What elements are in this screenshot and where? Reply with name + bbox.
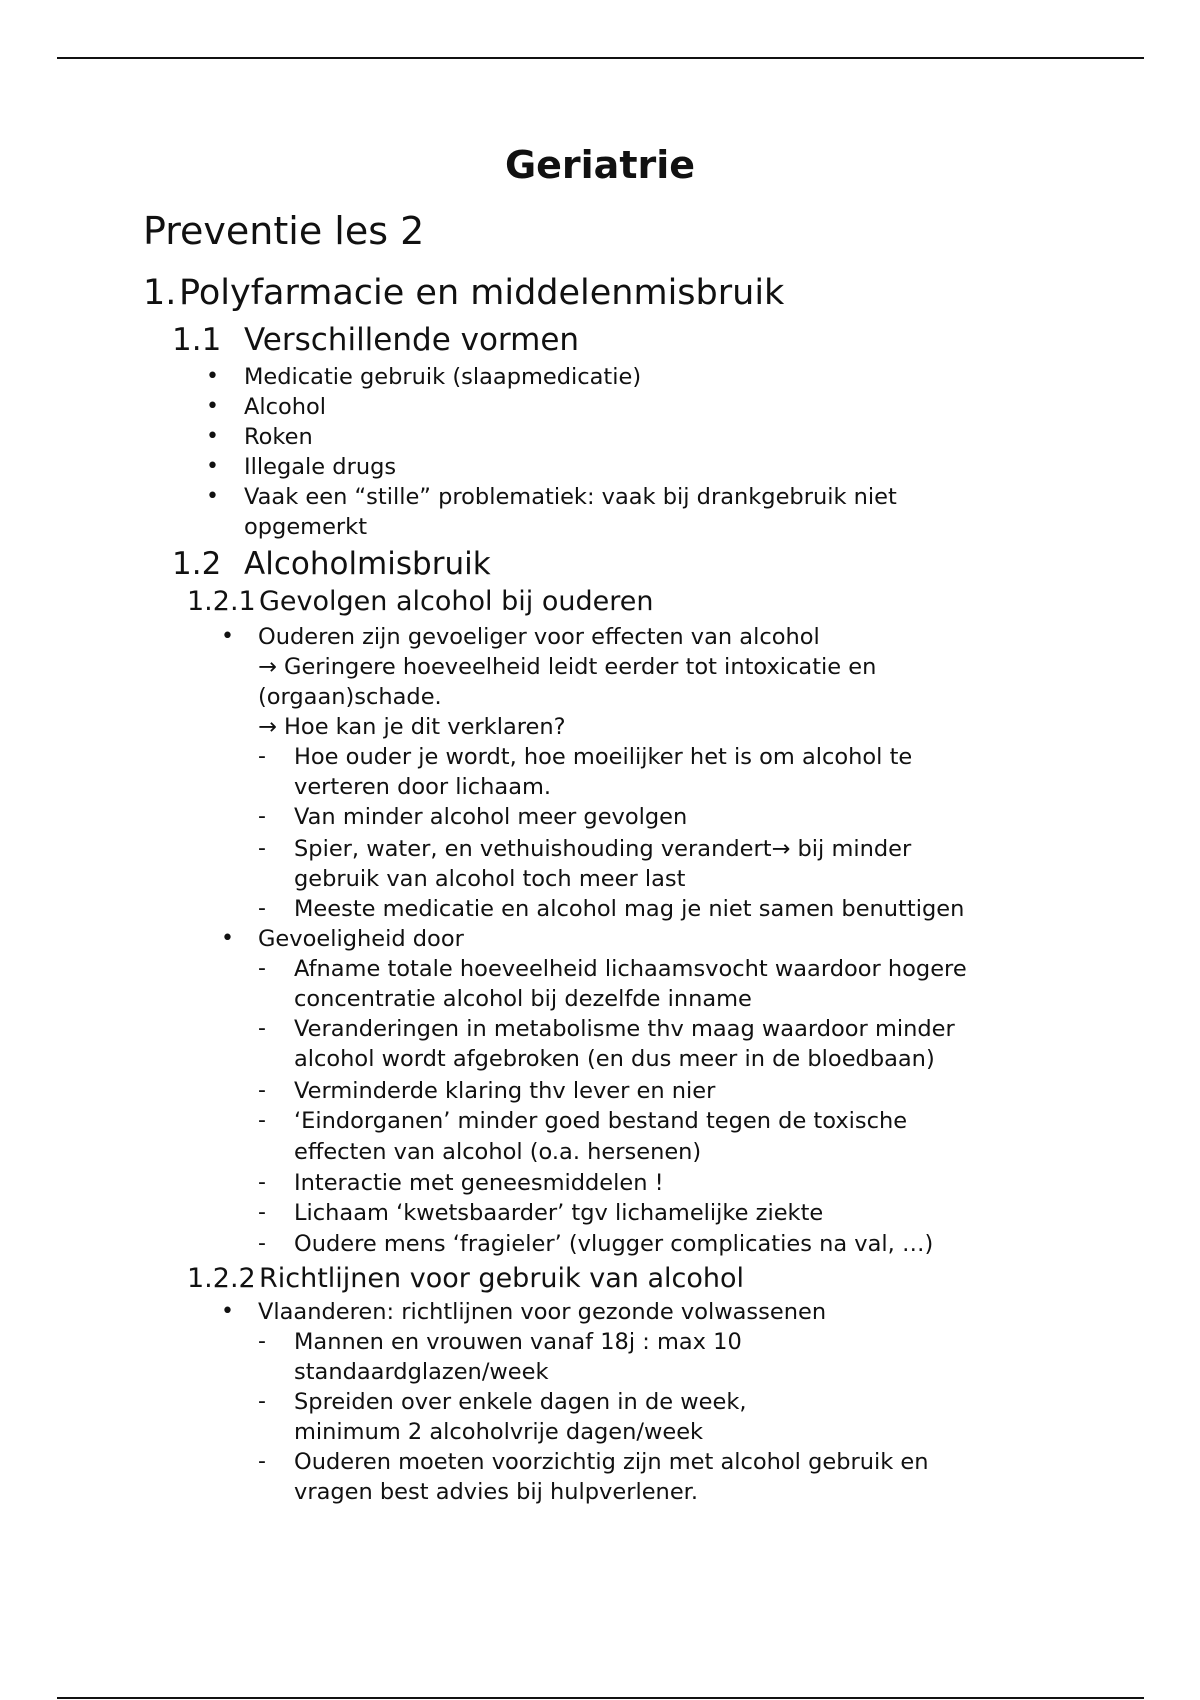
bullet-marker: • [206,364,219,389]
list-item: Alcohol [244,394,327,420]
dash-marker: - [258,804,266,829]
heading-number: 1.2 [172,546,222,582]
sub-item: ‘Eindorganen’ minder goed bestand tegen de toxische [294,1108,908,1134]
list-item-continuation: opgemerkt [244,514,368,540]
sub-item: Spreiden over enkele dagen in de week, [294,1389,747,1415]
dash-marker: - [258,1108,266,1133]
list-item: Gevoeligheid door [258,926,464,952]
sub-item-continuation: verteren door lichaam. [294,774,552,800]
sub-item: Interactie met geneesmiddelen ! [294,1170,664,1196]
sub-item: Afname totale hoeveelheid lichaamsvocht waardoor hogere [294,956,967,982]
heading-section-1-1 [172,321,579,359]
dash-marker: - [258,1329,266,1354]
heading-section-1-2-2 [187,1262,744,1296]
sub-item: Verminderde klaring thv lever en nier [294,1078,716,1104]
dash-marker: - [258,1078,266,1103]
bullet-marker: • [221,624,234,649]
header-rule [57,57,1144,59]
heading-section-1 [143,272,784,314]
heading-text: Gevolgen alcohol bij ouderen [259,586,654,617]
dash-marker: - [258,896,266,921]
sub-item-continuation: effecten van alcohol (o.a. hersenen) [294,1139,702,1165]
bullet-marker: • [206,424,219,449]
bullet-marker: • [206,484,219,509]
list-item-continuation: → Hoe kan je dit verklaren? [258,714,566,740]
heading-number: 1.1 [172,322,222,358]
dash-marker: - [258,744,266,769]
dash-marker: - [258,1231,266,1256]
list-item-continuation: → Geringere hoeveelheid leidt eerder tot intoxicatie en [258,654,877,680]
bullet-marker: • [206,394,219,419]
list-item: Vlaanderen: richtlijnen voor gezonde volwassenen [258,1299,827,1325]
heading-text: Polyfarmacie en middelenmisbruik [179,273,785,313]
heading-section-1-2 [172,545,491,583]
dash-marker: - [258,1170,266,1195]
sub-item-continuation: concentratie alcohol bij dezelfde inname [294,986,752,1012]
list-item: Medicatie gebruik (slaapmedicatie) [244,364,642,390]
dash-marker: - [258,1016,266,1041]
sub-item: Hoe ouder je wordt, hoe moeilijker het is om alcohol te [294,744,913,770]
sub-item: Ouderen moeten voorzichtig zijn met alcohol gebruik en [294,1449,929,1475]
dash-marker: - [258,836,266,861]
bullet-marker: • [221,1299,234,1324]
dash-marker: - [258,1200,266,1225]
heading-section-1-2-1 [187,585,653,619]
sub-item-continuation: standaardglazen/week [294,1359,549,1385]
heading-text: Alcoholmisbruik [244,546,491,582]
sub-item: Spier, water, en vethuishouding verandert→ bij minder [294,836,912,862]
document-subtitle: Preventie les 2 [143,209,425,253]
sub-item-continuation: alcohol wordt afgebroken (en dus meer in de bloedbaan) [294,1046,935,1072]
list-item: Vaak een “stille” problematiek: vaak bij drankgebruik niet [244,484,897,510]
heading-number: 1.2.2 [187,1263,256,1294]
bullet-marker: • [206,454,219,479]
list-item: Illegale drugs [244,454,397,480]
list-item: Roken [244,424,313,450]
sub-item: Mannen en vrouwen vanaf 18j : max 10 [294,1329,742,1355]
sub-item: Meeste medicatie en alcohol mag je niet samen benuttigen [294,896,965,922]
dash-marker: - [258,956,266,981]
sub-item: Oudere mens ‘fragieler’ (vlugger complicaties na val, …) [294,1231,934,1257]
heading-text: Richtlijnen voor gebruik van alcohol [259,1263,745,1294]
list-item-continuation: (orgaan)schade. [258,684,442,710]
heading-number: 1. [143,273,177,313]
sub-item: Veranderingen in metabolisme thv maag waardoor minder [294,1016,955,1042]
sub-item: Van minder alcohol meer gevolgen [294,804,688,830]
footer-rule [57,1697,1144,1699]
list-item: Ouderen zijn gevoeliger voor effecten van alcohol [258,624,820,650]
sub-item: Lichaam ‘kwetsbaarder’ tgv lichamelijke ziekte [294,1200,824,1226]
document-title: Geriatrie [504,143,696,187]
sub-item-continuation: vragen best advies bij hulpverlener. [294,1479,699,1505]
heading-number: 1.2.1 [187,586,256,617]
bullet-marker: • [221,926,234,951]
heading-text: Verschillende vormen [244,322,580,358]
dash-marker: - [258,1449,266,1474]
sub-item-continuation: minimum 2 alcoholvrije dagen/week [294,1419,704,1445]
dash-marker: - [258,1389,266,1414]
sub-item-continuation: gebruik van alcohol toch meer last [294,866,686,892]
